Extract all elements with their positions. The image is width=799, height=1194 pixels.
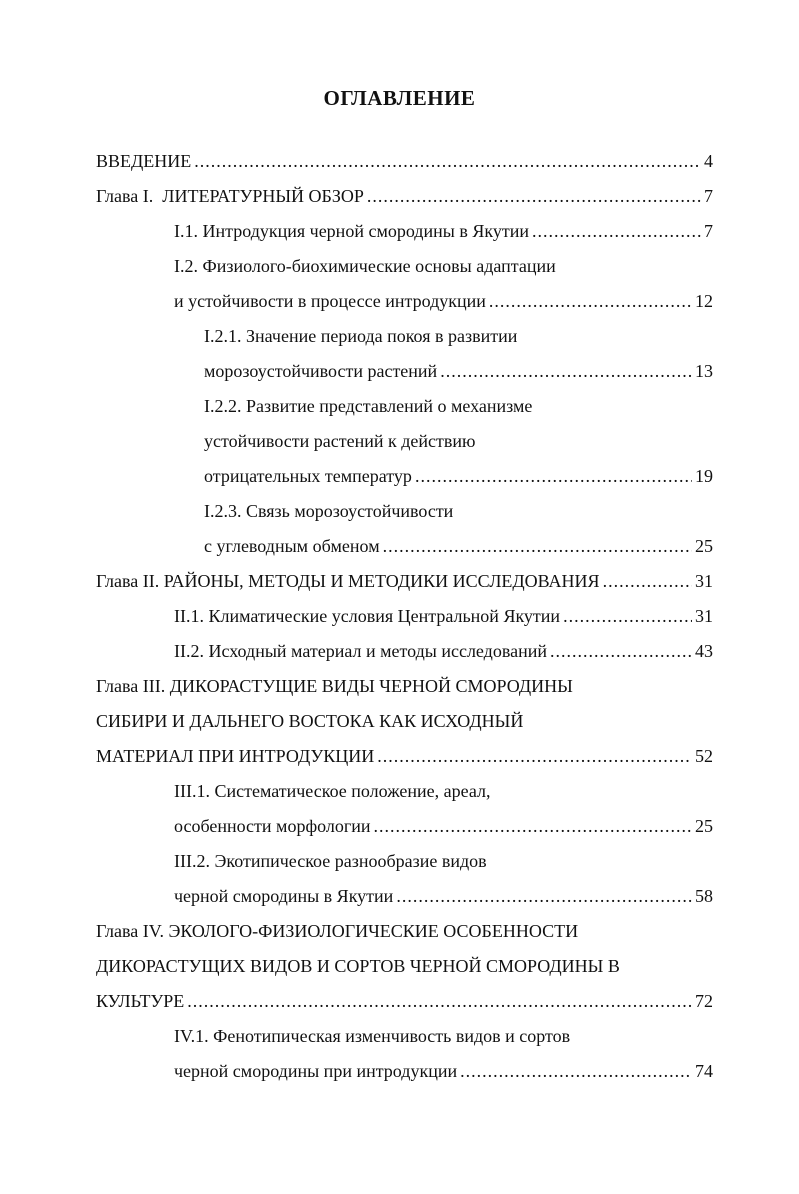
toc-entry: особенности морфологии ..... 25 bbox=[174, 813, 713, 839]
toc-entry: ДИКОРАСТУЩИХ ВИДОВ И СОРТОВ ЧЕРНОЙ СМОРОДИНЫ В bbox=[96, 956, 620, 976]
toc-entry: I.1. Интродукция черной смородины в Якутии ..... 7 bbox=[174, 218, 713, 244]
toc-entry: черной смородины при интродукции ..... 74 bbox=[174, 1058, 713, 1084]
toc-entry: Глава IV. ЭКОЛОГО-ФИЗИОЛОГИЧЕСКИЕ ОСОБЕННОСТИ bbox=[96, 921, 579, 941]
toc-entry: устойчивости растений к действию bbox=[204, 431, 476, 451]
toc-entry: Глава III. ДИКОРАСТУЩИЕ ВИДЫ ЧЕРНОЙ СМОРОДИНЫ bbox=[96, 676, 573, 696]
toc-entry: ВВЕДЕНИЕ ..... 4 bbox=[96, 148, 713, 174]
toc-entry: III.2. Экотипическое разнообразие видов bbox=[174, 851, 487, 871]
toc-entry: с углеводным обменом ..... 25 bbox=[204, 533, 713, 559]
toc-entry: СИБИРИ И ДАЛЬНЕГО ВОСТОКА КАК ИСХОДНЫЙ bbox=[96, 711, 524, 731]
toc-entry: I.2. Физиолого-биохимические основы адаптации bbox=[174, 256, 556, 276]
toc-entry: МАТЕРИАЛ ПРИ ИНТРОДУКЦИИ ..... 52 bbox=[96, 743, 713, 769]
page-title: ОГЛАВЛЕНИЕ bbox=[323, 86, 476, 110]
toc-entry: морозоустойчивости растений ..... 13 bbox=[204, 358, 713, 384]
toc-entry: II.2. Исходный материал и методы исследований ..... 43 bbox=[174, 638, 713, 664]
toc-entry: и устойчивости в процессе интродукции ..... 12 bbox=[174, 288, 713, 314]
toc-entry: I.2.3. Связь морозоустойчивости bbox=[204, 501, 454, 521]
toc-entry: отрицательных температур ..... 19 bbox=[204, 463, 713, 489]
toc-entry: I.2.1. Значение периода покоя в развитии bbox=[204, 326, 518, 346]
toc-entry: I.2.2. Развитие представлений о механизме bbox=[204, 396, 533, 416]
toc-entry: КУЛЬТУРЕ ..... 72 bbox=[96, 988, 713, 1014]
toc-entry: IV.1. Фенотипическая изменчивость видов и сортов bbox=[174, 1026, 571, 1046]
toc-entry: II.1. Климатические условия Центральной Якутии ..... 31 bbox=[174, 603, 713, 629]
toc-entry: черной смородины в Якутии ..... 58 bbox=[174, 883, 713, 909]
toc-entry: III.1. Систематическое положение, ареал, bbox=[174, 781, 491, 801]
toc-entry: Глава II. РАЙОНЫ, МЕТОДЫ И МЕТОДИКИ ИССЛЕДОВАНИЯ ..... 31 bbox=[96, 568, 713, 594]
toc-entry: Глава I. ЛИТЕРАТУРНЫЙ ОБЗОР ..... 7 bbox=[96, 183, 713, 209]
